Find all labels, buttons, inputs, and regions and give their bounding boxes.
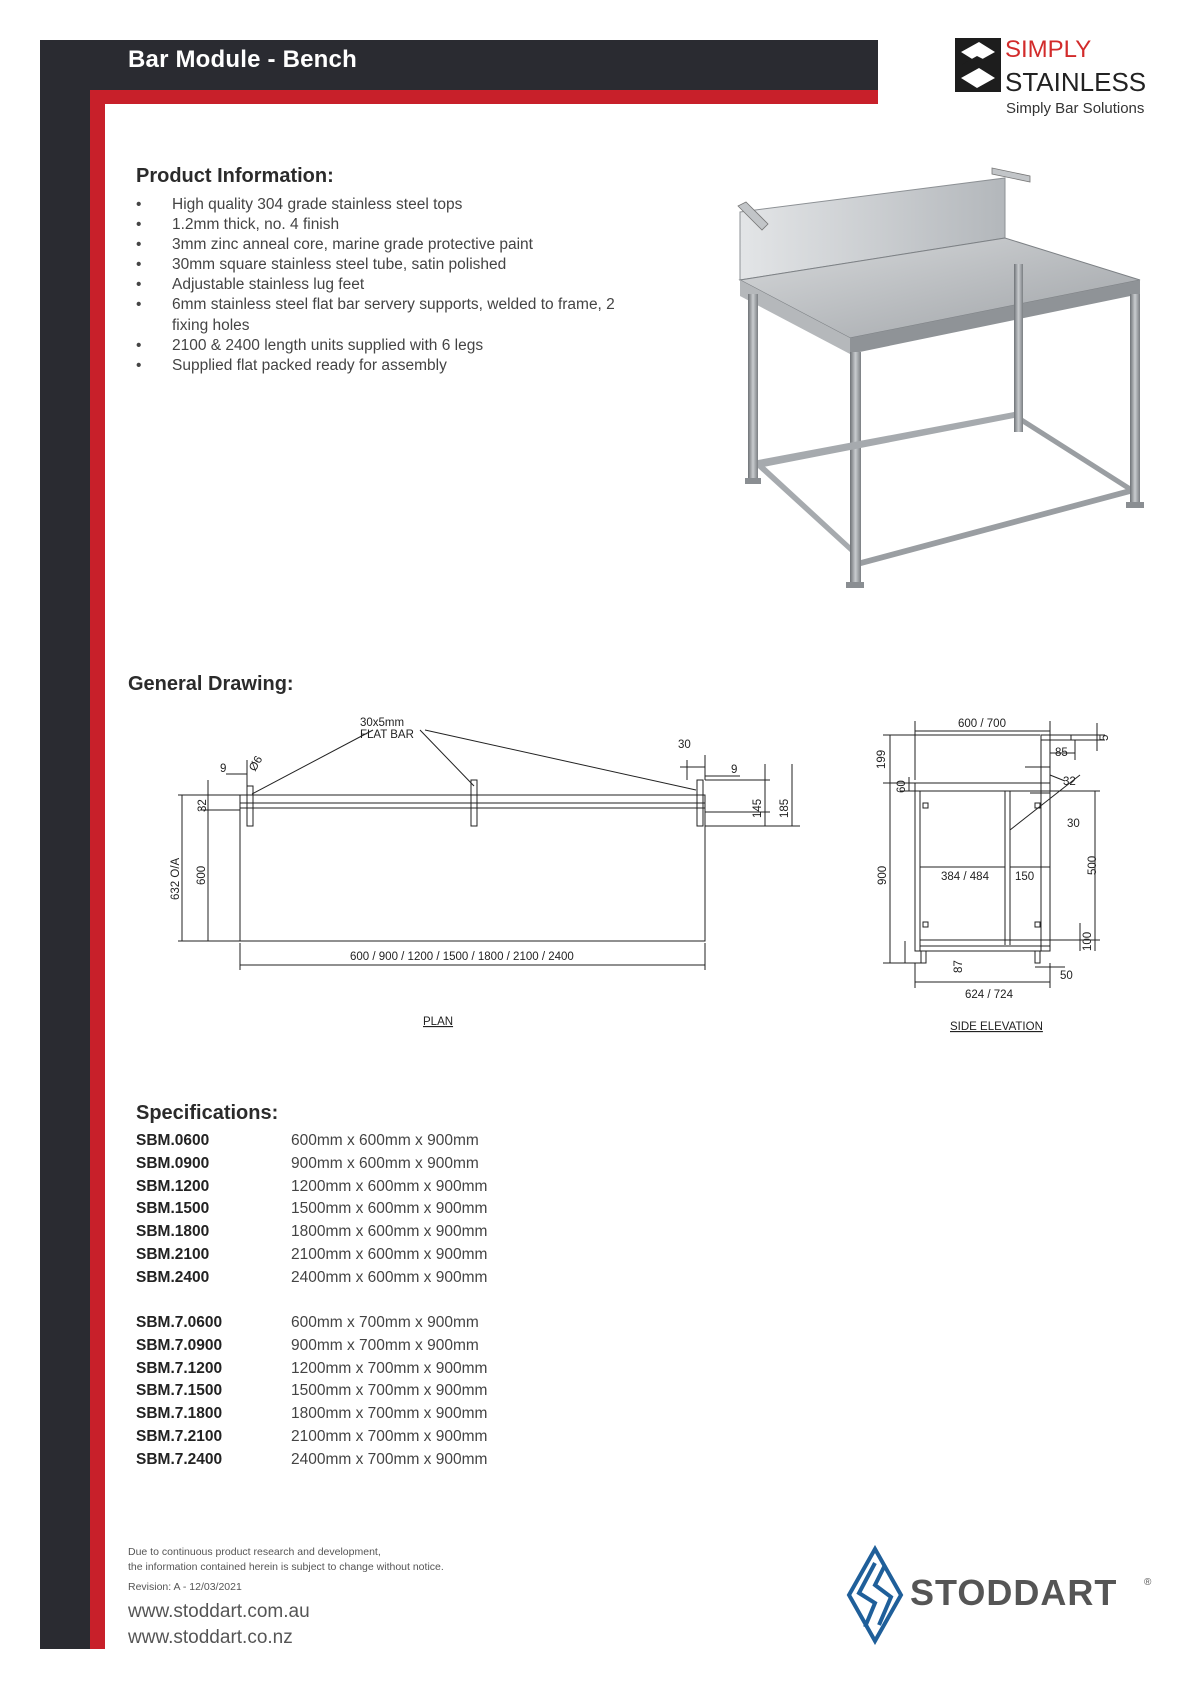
spec-dims: 900mm x 600mm x 900mm — [291, 1155, 479, 1172]
brand-stainless: STAINLESS — [1005, 67, 1147, 97]
specifications-heading: Specifications: — [136, 1102, 279, 1124]
side-dim-30: 30 — [1067, 818, 1080, 830]
disclaimer-line: the information contained herein is subject to change without notice. — [128, 1561, 444, 1573]
spec-dims: 2400mm x 700mm x 900mm — [291, 1451, 488, 1468]
spec-dims: 2100mm x 600mm x 900mm — [291, 1246, 488, 1263]
plan-dim-30: 30 — [678, 739, 691, 751]
spec-code: SBM.7.2400 — [136, 1451, 223, 1468]
side-dim-500: 500 — [1087, 855, 1099, 875]
side-dim-624-724: 624 / 724 — [965, 989, 1013, 1001]
list-item: • 1.2mm thick, no. 4 finish — [136, 215, 642, 235]
plan-dim-dia6: Ø6 — [247, 754, 266, 774]
left-red-stripe — [90, 90, 105, 1649]
list-item: • 6mm stainless steel flat bar servery supports, welded to frame, 2 fixing holes — [136, 295, 642, 335]
spec-row — [136, 1405, 556, 1427]
spec-dims: 1500mm x 600mm x 900mm — [291, 1200, 488, 1217]
spec-code: SBM.2100 — [136, 1246, 210, 1263]
revision: Revision: A - 12/03/2021 — [128, 1581, 242, 1593]
plan-dim-145: 145 — [752, 798, 764, 818]
general-drawing-heading: General Drawing: — [128, 673, 294, 695]
plan-label: PLAN — [423, 1016, 454, 1028]
side-dim-150: 150 — [1015, 871, 1035, 883]
url-nz-link[interactable]: www.stoddart.co.nz — [128, 1627, 293, 1648]
spec-row — [136, 1200, 556, 1222]
spec-code: SBM.7.0900 — [136, 1337, 223, 1354]
disclaimer-line: Due to continuous product research and development, — [128, 1546, 381, 1558]
spec-code: SBM.1200 — [136, 1178, 210, 1195]
spec-dims: 1500mm x 700mm x 900mm — [291, 1382, 488, 1399]
spec-row — [136, 1178, 556, 1200]
spec-code: SBM.0600 — [136, 1132, 210, 1149]
side-dim-199: 199 — [876, 749, 888, 769]
spec-row — [136, 1314, 556, 1336]
side-elevation-label: SIDE ELEVATION — [950, 1021, 1043, 1033]
page-title: Bar Module - Bench — [128, 46, 357, 73]
plan-dim-9-right: 9 — [731, 764, 738, 776]
spec-row — [136, 1428, 556, 1450]
spec-row — [136, 1155, 556, 1177]
spec-code: SBM.7.1200 — [136, 1360, 223, 1377]
spec-code: SBM.1500 — [136, 1200, 210, 1217]
product-info-heading: Product Information: — [136, 165, 334, 187]
list-item: • Supplied flat packed ready for assembly — [136, 356, 642, 376]
plan-dim-length: 600 / 900 / 1200 / 1500 / 1800 / 2100 / 2400 — [350, 951, 574, 963]
side-elevation-drawing — [865, 705, 1135, 1040]
list-item: • High quality 304 grade stainless steel tops — [136, 195, 642, 215]
side-dim-384-484: 384 / 484 — [941, 871, 989, 883]
spec-dims: 1800mm x 700mm x 900mm — [291, 1405, 488, 1422]
spec-dims: 600mm x 700mm x 900mm — [291, 1314, 479, 1331]
plan-flatbar-label-2: FLAT BAR — [360, 729, 414, 741]
spec-dims: 1200mm x 700mm x 900mm — [291, 1360, 488, 1377]
side-dim-600-700: 600 / 700 — [958, 718, 1006, 730]
spec-code: SBM.0900 — [136, 1155, 210, 1172]
spec-dims: 1200mm x 600mm x 900mm — [291, 1178, 488, 1195]
plan-drawing — [160, 700, 810, 1040]
side-dim-87: 87 — [953, 960, 965, 973]
side-dim-50: 50 — [1060, 970, 1073, 982]
spec-dims: 600mm x 600mm x 900mm — [291, 1132, 479, 1149]
list-item: • 30mm square stainless steel tube, satin polished — [136, 255, 642, 275]
spec-row — [136, 1382, 556, 1404]
spec-row — [136, 1132, 556, 1154]
plan-dim-632: 632 O/A — [170, 857, 182, 900]
spec-code: SBM.2400 — [136, 1269, 210, 1286]
plan-flatbar-label-1: 30x5mm — [360, 717, 405, 729]
spec-dims: 900mm x 700mm x 900mm — [291, 1337, 479, 1354]
spec-row — [136, 1246, 556, 1268]
spec-code: SBM.7.2100 — [136, 1428, 223, 1445]
spec-dims: 1800mm x 600mm x 900mm — [291, 1223, 488, 1240]
spec-code: SBM.7.1500 — [136, 1382, 223, 1399]
plan-dim-185: 185 — [779, 798, 791, 818]
list-item: • 3mm zinc anneal core, marine grade protective paint — [136, 235, 642, 255]
stoddart-logo-icon — [845, 1545, 905, 1645]
product-info-list — [136, 195, 642, 376]
spec-row — [136, 1360, 556, 1382]
simply-stainless-logo-mark — [955, 38, 1001, 92]
side-dim-5: 5 — [1099, 734, 1111, 741]
registered-mark: ® — [1144, 1577, 1152, 1588]
list-item: • Adjustable stainless lug feet — [136, 275, 642, 295]
stoddart-logo-text: STODDART — [910, 1572, 1118, 1613]
plan-dim-9-left: 9 — [220, 763, 227, 775]
disclaimer — [128, 1545, 488, 1575]
plan-dim-32: 32 — [197, 799, 209, 812]
spec-row — [136, 1337, 556, 1359]
brand-simply: SIMPLY — [1005, 36, 1092, 63]
url-au-link[interactable]: www.stoddart.com.au — [128, 1601, 310, 1622]
left-dark-stripe — [40, 40, 90, 1649]
spec-row — [136, 1223, 556, 1245]
header-red-stripe — [90, 90, 878, 104]
plan-dim-600: 600 — [196, 865, 208, 885]
brand-tagline: Simply Bar Solutions — [1006, 100, 1145, 117]
side-dim-100: 100 — [1082, 931, 1094, 951]
spec-code: SBM.7.0600 — [136, 1314, 223, 1331]
spec-row — [136, 1451, 556, 1473]
side-dim-900: 900 — [877, 865, 889, 885]
bench-product-image — [730, 160, 1150, 600]
side-dim-60: 60 — [896, 780, 908, 793]
spec-row — [136, 1269, 556, 1291]
spec-code: SBM.7.1800 — [136, 1405, 223, 1422]
spec-dims: 2400mm x 600mm x 900mm — [291, 1269, 488, 1286]
side-dim-32: 32 — [1063, 776, 1076, 788]
side-dim-85: 85 — [1055, 747, 1068, 759]
spec-dims: 2100mm x 700mm x 900mm — [291, 1428, 488, 1445]
list-item: • 2100 & 2400 length units supplied with 6 legs — [136, 336, 642, 356]
spec-code: SBM.1800 — [136, 1223, 210, 1240]
